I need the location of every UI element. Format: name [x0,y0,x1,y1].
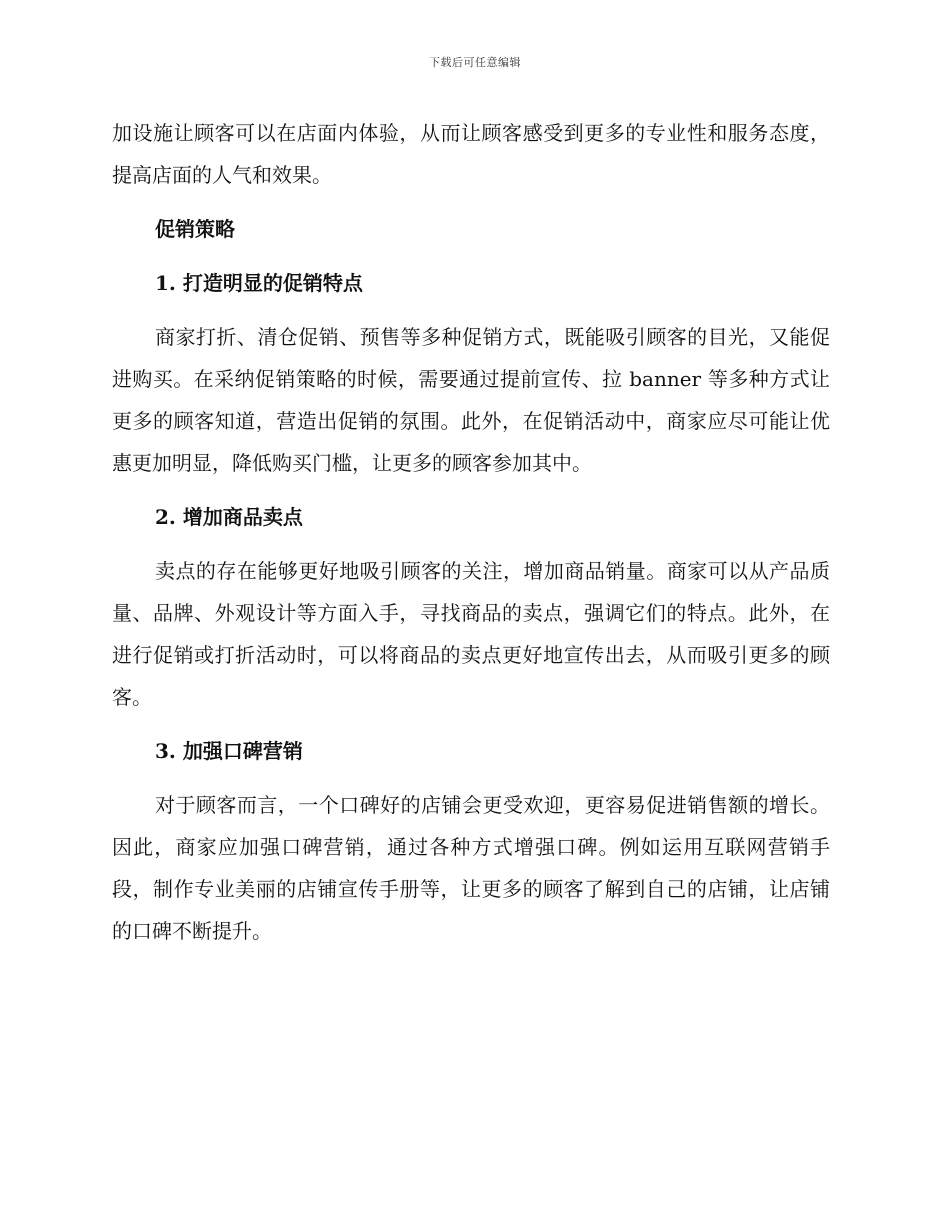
intro-paragraph: 加设施让顾客可以在店面内体验，从而让顾客感受到更多的专业性和服务态度，提高店面的人气和效果。 [112,121,830,187]
item-body-2: 卖点的存在能够更好地吸引顾客的关注，增加商品销量。商家可以从产品质量、品牌、外观设计等方面入手，寻找商品的卖点，强调它们的特点。此外，在进行促销或打折活动时，可以将商品的卖点更好地宣传出去，从而吸引更多的顾客。 [112,559,830,709]
item-heading-1: 1. 打造明显的促销特点 [155,271,363,295]
item-body-1: 商家打折、清仓促销、预售等多种促销方式，既能吸引顾客的目光，又能促进购买。在采纳促销策略的时候，需要通过提前宣传、拉 banner 等多种方式让更多的顾客知道，营造出促销的氛围。此外，在促销活动中，商家应尽可能让优惠更加明显，降低购买门槛，让更多的顾客参加其中。 [112,325,830,475]
section-title: 促销策略 [155,217,235,241]
item-heading-3: 3. 加强口碑营销 [155,739,303,763]
item-body-3: 对于顾客而言，一个口碑好的店铺会更受欢迎，更容易促进销售额的增长。因此，商家应加强口碑营销，通过各种方式增强口碑。例如运用互联网营销手段，制作专业美丽的店铺宣传手册等，让更多的顾客了解到自己的店铺，让店铺的口碑不断提升。 [112,793,830,943]
document-body [112,112,830,952]
item-heading-2: 2. 增加商品卖点 [155,505,303,529]
page-header: 下载后可任意编辑 [429,56,521,69]
